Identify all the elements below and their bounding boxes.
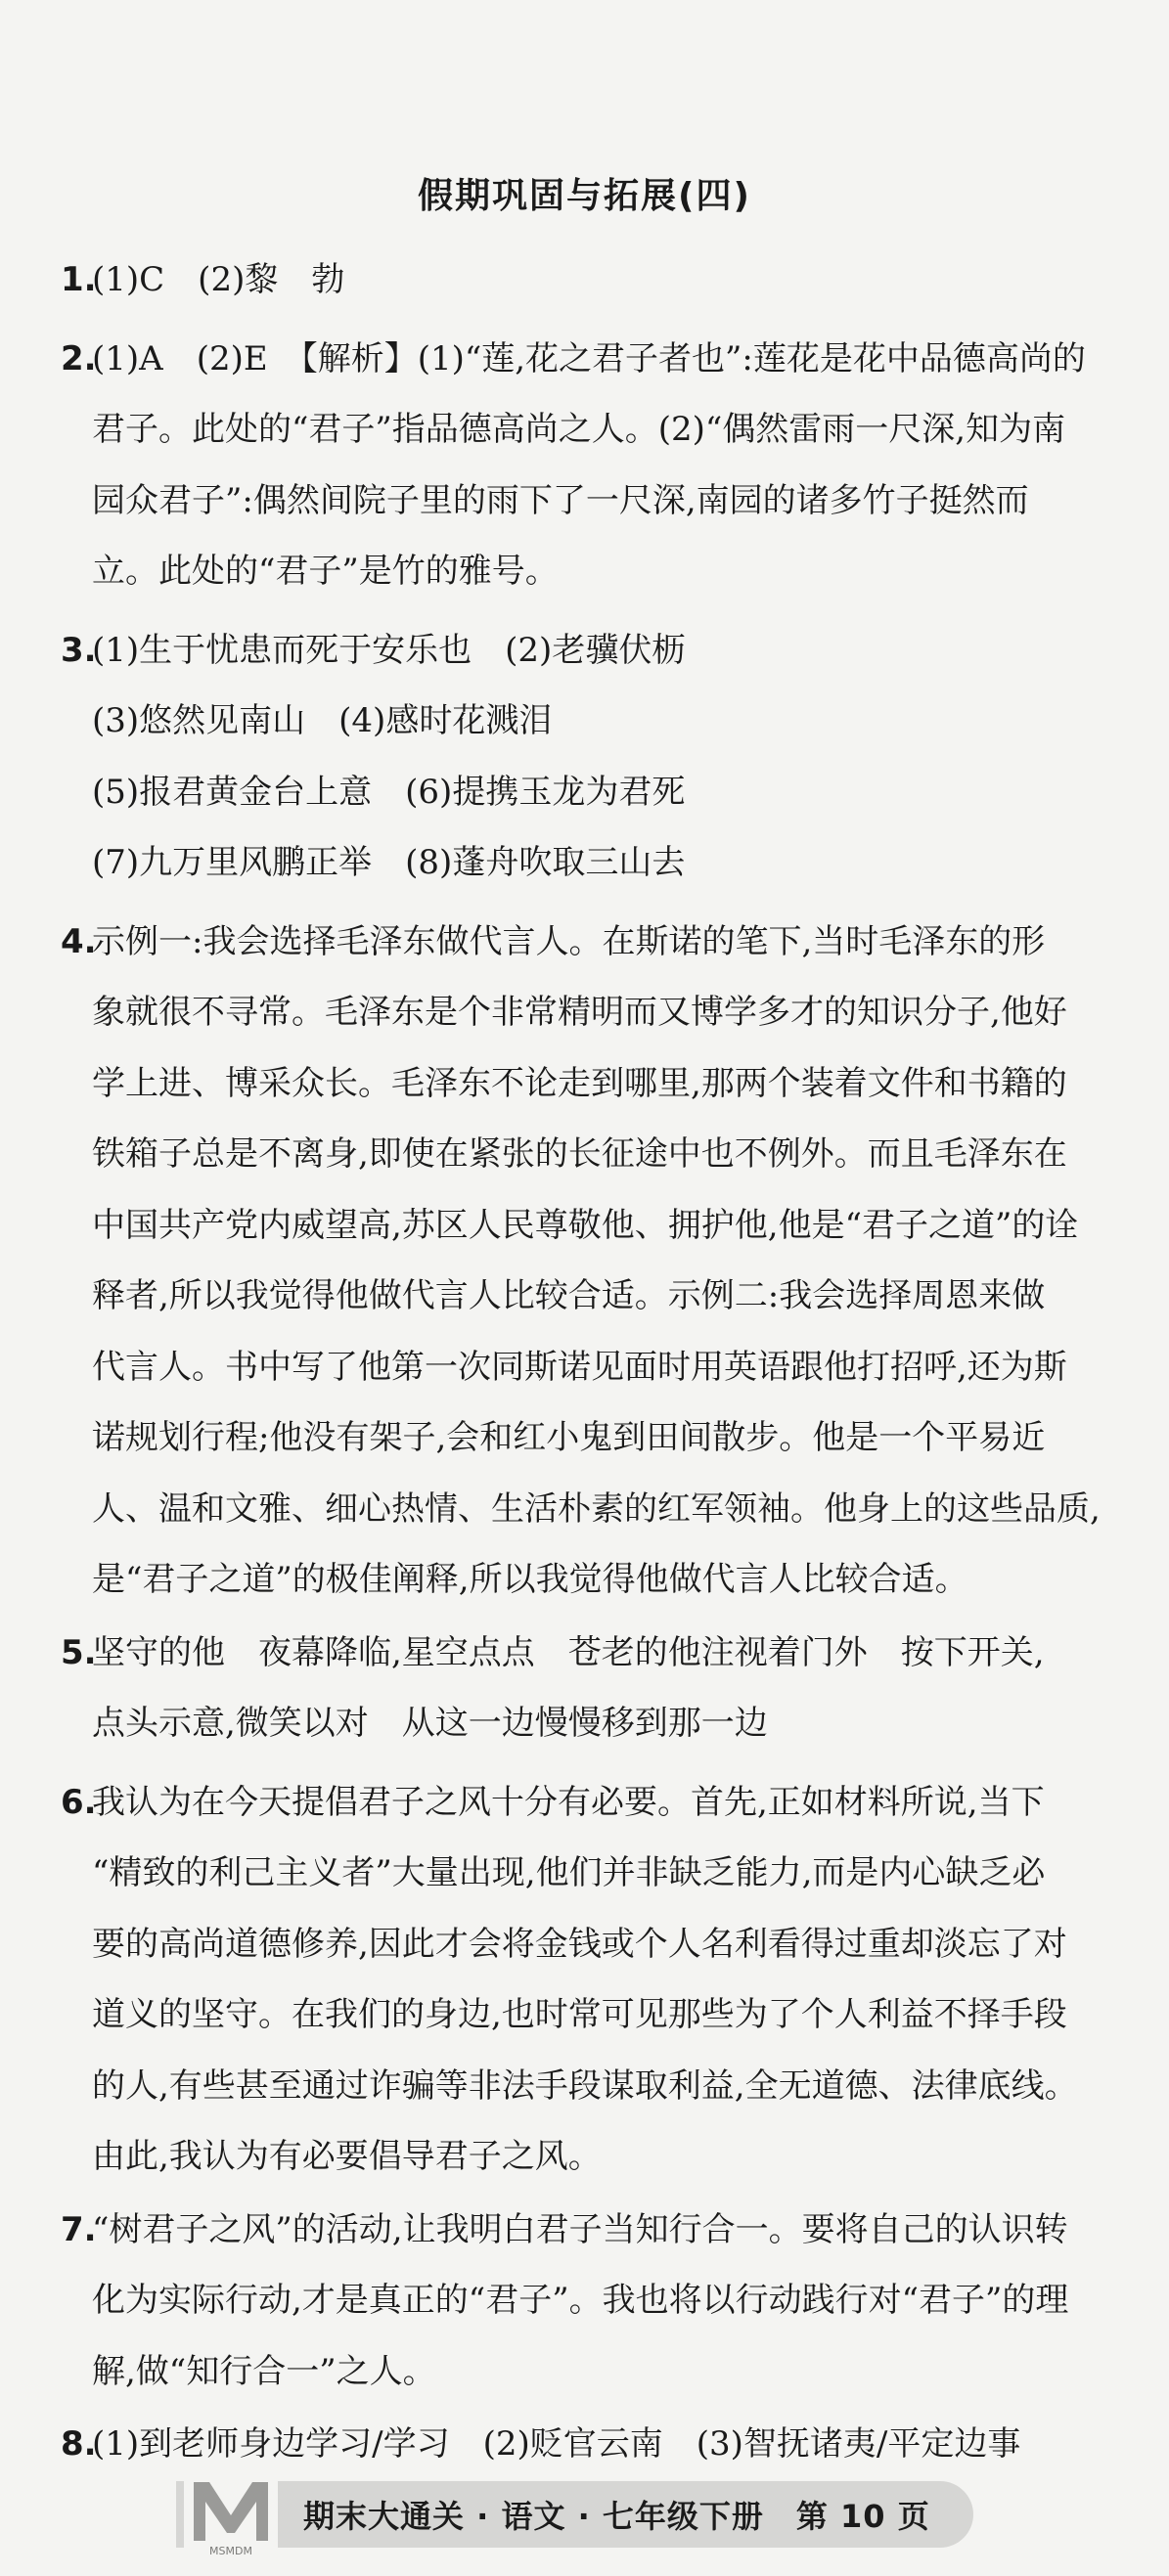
item-line: (1)生于忧患而死于安乐也 (2)老骥伏枥 — [92, 630, 686, 670]
item-line: 的人,有些甚至通过诈骗等非法手段谋取利益,全无道德、法律底线。 — [92, 2065, 1078, 2106]
item-line: 示例一:我会选择毛泽东做代言人。在斯诺的笔下,当时毛泽东的形 — [92, 921, 1046, 961]
item-line: (7)九万里风鹏正举 (8)蓬舟吹取三山去 — [92, 843, 686, 882]
answer-item-6 — [57, 1767, 1113, 2193]
item-line: 我认为在今天提倡君子之风十分有必要。首先,正如材料所说,当下 — [92, 1782, 1045, 1822]
answer-item-7 — [57, 2195, 1113, 2408]
item-line: (1)C (2)黎 勃 — [92, 260, 345, 299]
item-line: 学上进、博采众长。毛泽东不论走到哪里,那两个装着文件和书籍的 — [92, 1063, 1067, 1103]
publisher-logo-icon — [184, 2465, 278, 2558]
item-line: 化为实际行动,才是真正的“君子”。我也将以行动践行对“君子”的理 — [92, 2281, 1069, 2320]
item-line: 君子。此处的“君子”指品德高尚之人。(2)“偶然雷雨一尺深,知为南 — [92, 410, 1066, 449]
item-line: 坚守的他 夜幕降临,星空点点 苍老的他注视着门外 按下开关, — [92, 1632, 1045, 1672]
item-line: 象就很不寻常。毛泽东是个非常精明而又博学多才的知识分子,他好 — [92, 993, 1067, 1032]
item-line: 要的高尚道德修养,因此才会将金钱或个人名利看得过重却淡忘了对 — [92, 1924, 1067, 1964]
item-number: 3. — [61, 630, 97, 670]
answer-item-5 — [57, 1618, 1113, 1759]
item-line: 中国共产党内威望高,苏区人民尊敬他、拥护他,他是“君子之道”的诠 — [92, 1205, 1079, 1245]
item-line: “树君子之风”的活动,让我明白君子当知行合一。要将自己的认识转 — [92, 2209, 1068, 2249]
answer-item-4 — [57, 907, 1113, 1616]
item-line: (1)A (2)E 【解析】(1)“莲,花之君子者也”:莲花是花中品德高尚的 — [92, 338, 1086, 378]
item-line: (1)到老师身边学习/学习 (2)贬官云南 (3)智抚诸夷/平定边事 — [92, 2424, 1021, 2464]
item-line: “精致的利己主义者”大量出现,他们并非缺乏能力,而是内心缺乏必 — [92, 1853, 1046, 1892]
logo-label: MSMDM — [209, 2545, 252, 2557]
item-number: 4. — [61, 921, 97, 961]
item-number: 6. — [61, 1782, 97, 1822]
item-number: 2. — [61, 338, 97, 378]
item-line: 诺规划行程;他没有架子,会和红小鬼到田间散步。他是一个平易近 — [92, 1418, 1046, 1457]
item-number: 5. — [61, 1632, 97, 1672]
answer-item-2 — [57, 324, 1113, 607]
item-line: 园众君子”:偶然间院子里的雨下了一尺深,南园的诸多竹子挺然而 — [92, 480, 1029, 520]
item-line: 点头示意,微笑以对 从这一边慢慢移到那一边 — [92, 1704, 768, 1743]
page-title: 假期巩固与拓展(四) — [418, 176, 751, 216]
answer-item-1 — [57, 244, 1113, 316]
item-line: 铁箱子总是不离身,即使在紧张的长征途中也不例外。而且毛泽东在 — [92, 1134, 1067, 1174]
item-line: 道义的坚守。在我们的身边,也时常可见那些为了个人利益不择手段 — [92, 1995, 1067, 2034]
item-line: 解,做“知行合一”之人。 — [92, 2351, 436, 2391]
footer-text: 期末大通关 · 语文 · 七年级下册 第 10 页 — [303, 2498, 930, 2535]
item-line: 是“君子之道”的极佳阐释,所以我觉得他做代言人比较合适。 — [92, 1560, 968, 1599]
item-number: 8. — [61, 2424, 97, 2464]
item-line: (5)报君黄金台上意 (6)提携玉龙为君死 — [92, 772, 686, 812]
item-line: 人、温和文雅、细心热情、生活朴素的红军领袖。他身上的这些品质, — [92, 1488, 1101, 1529]
item-line: 立。此处的“君子”是竹的雅号。 — [92, 552, 559, 591]
item-line: 释者,所以我觉得他做代言人比较合适。示例二:我会选择周恩来做 — [92, 1276, 1046, 1315]
answer-item-3 — [57, 615, 1113, 899]
item-number: 7. — [61, 2209, 97, 2249]
answer-list — [57, 244, 1113, 2488]
item-line: (3)悠然见南山 (4)感时花溅泪 — [92, 701, 553, 740]
item-number: 1. — [61, 260, 97, 299]
item-line: 代言人。书中写了他第一次同斯诺见面时用英语跟他打招呼,还为斯 — [92, 1347, 1067, 1387]
item-line: 由此,我认为有必要倡导君子之风。 — [92, 2137, 602, 2176]
